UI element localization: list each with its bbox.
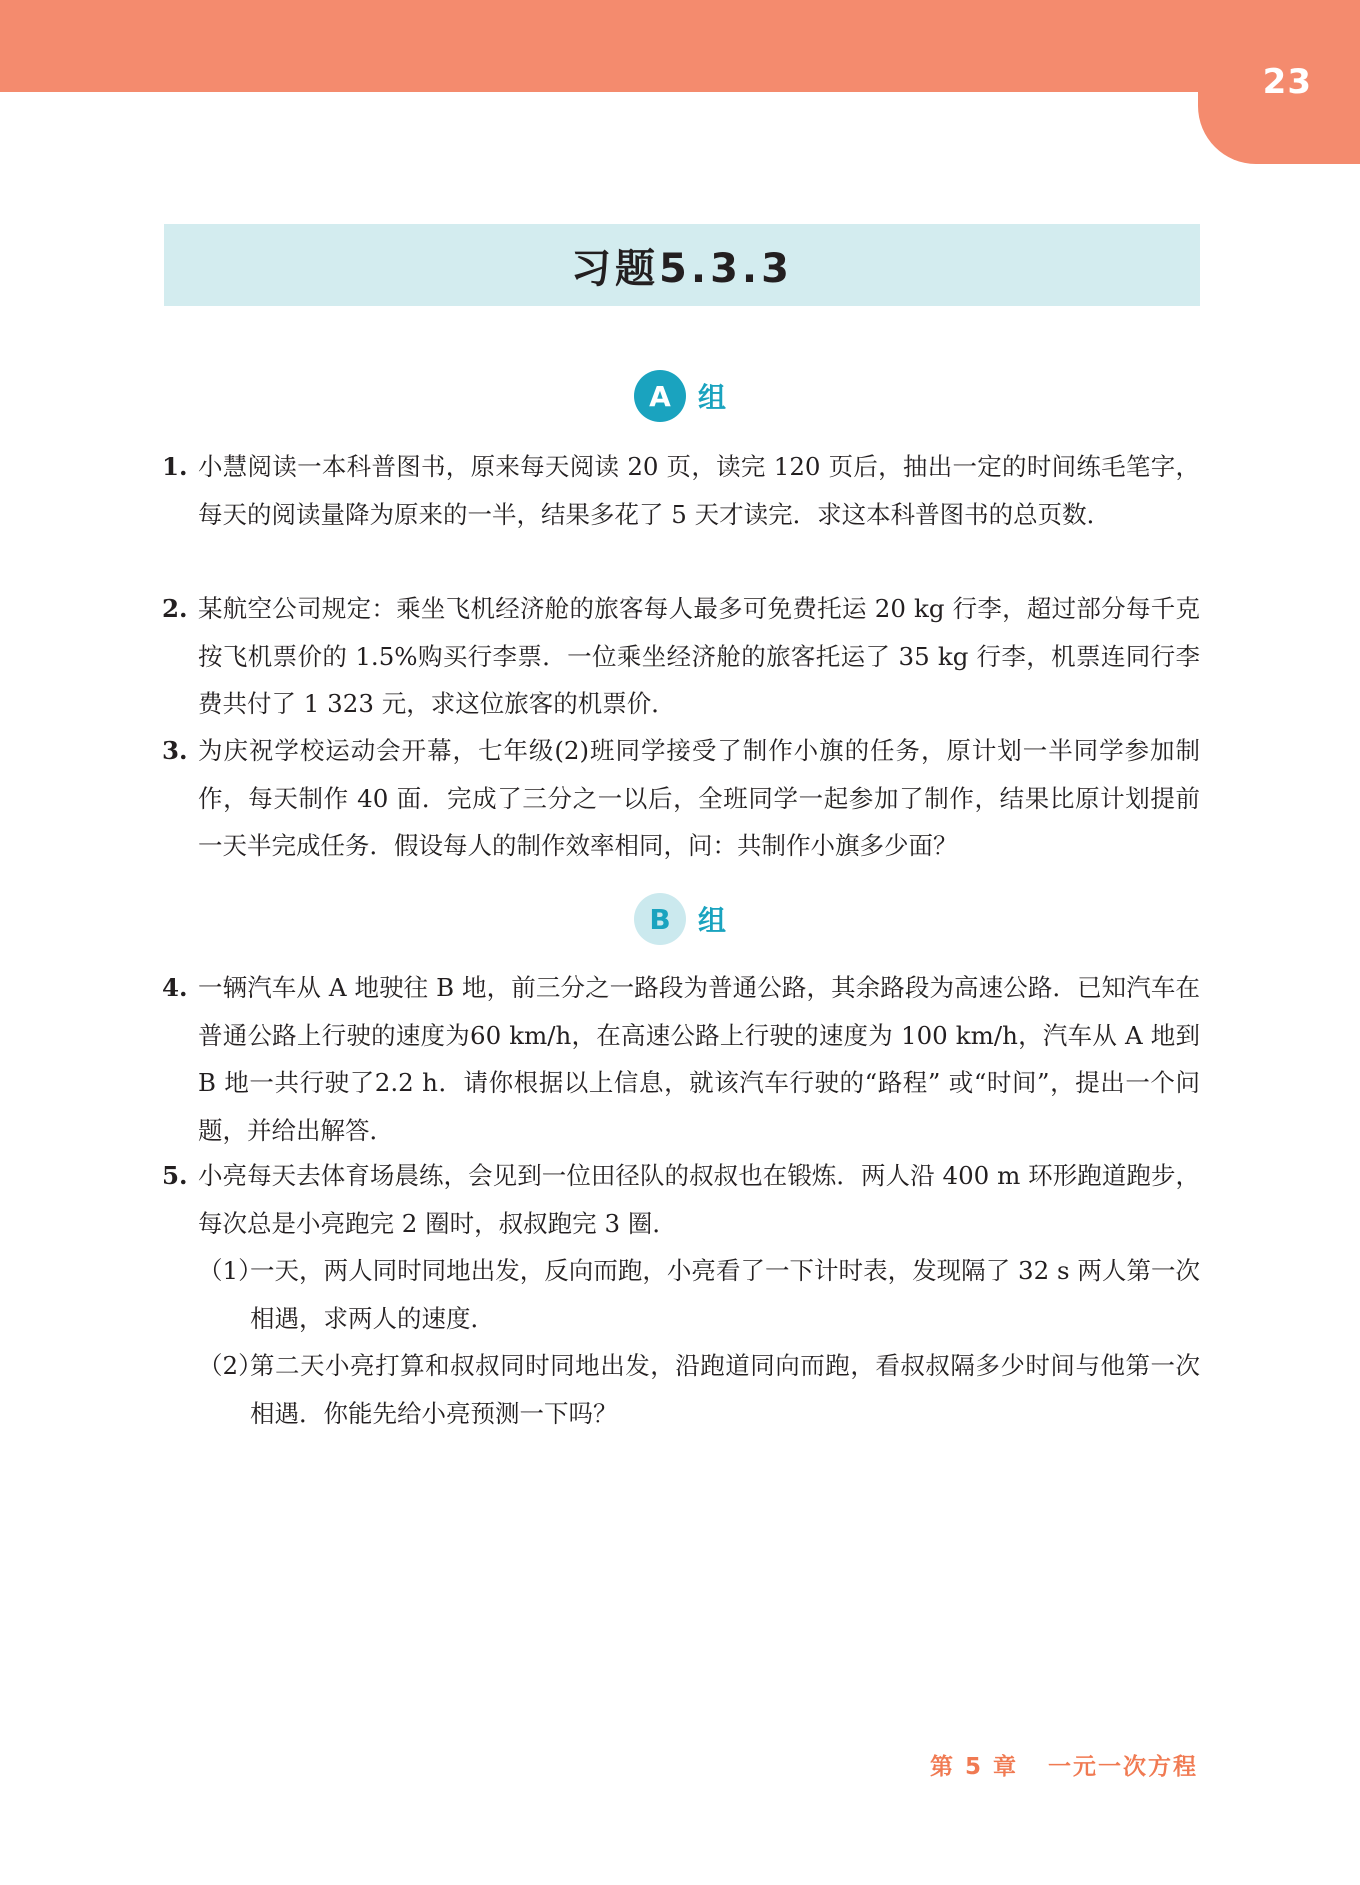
problem-number: 2. (162, 594, 188, 623)
group-a-label: 组 (697, 381, 726, 414)
sub-question-number: （1） (198, 1256, 263, 1285)
sub-question-text: 第二天小亮打算和叔叔同时同地出发，沿跑道同向而跑，看叔叔隔多少时间与他第一次相遇．你能先给小亮预测一下吗？ (250, 1351, 1200, 1428)
group-a-heading (0, 370, 1360, 422)
problem-4 (162, 964, 1200, 1154)
problem-2 (162, 585, 1200, 728)
group-a-badge: A (634, 370, 686, 422)
exercise-title-bar (164, 224, 1200, 306)
problem-1 (162, 443, 1200, 538)
sub-question-number: （2） (198, 1351, 263, 1380)
page-number: 23 (1262, 62, 1312, 102)
sub-question-text: 一天，两人同时同地出发，反向而跑，小亮看了一下计时表，发现隔了 32 s 两人第一次相遇，求两人的速度． (250, 1256, 1200, 1333)
problem-number: 4. (162, 973, 188, 1002)
group-b-heading (0, 893, 1360, 945)
problem-text: 小亮每天去体育场晨练，会见到一位田径队的叔叔也在锻炼．两人沿 400 m 环形跑道跑步，每次总是小亮跑完 2 圈时，叔叔跑完 3 圈． (198, 1161, 1200, 1238)
problem-text: 为庆祝学校运动会开幕，七年级(2)班同学接受了制作小旗的任务，原计划一半同学参加制作，每天制作 40 面．完成了三分之一以后，全班同学一起参加了制作，结果比原计划提前一天半完成任务．假设每人的制作效率相同，问：共制作小旗多少面？ (198, 736, 1200, 860)
problem-5 (162, 1152, 1200, 1247)
problem-text: 一辆汽车从 A 地驶往 B 地，前三分之一路段为普通公路，其余路段为高速公路．已知汽车在普通公路上行驶的速度为60 km/h，在高速公路上行驶的速度为 100 km/h，汽车从 A 地到 B 地一共行驶了2.2 h．请你根据以上信息，就该汽车行驶的“路程” 或“时间”，提出一个问题，并给出解答． (198, 973, 1200, 1145)
problem-5-part-1 (198, 1247, 1200, 1342)
problem-text: 某航空公司规定：乘坐飞机经济舱的旅客每人最多可免费托运 20 kg 行李，超过部分每千克按飞机票价的 1.5%购买行李票．一位乘坐经济舱的旅客托运了 35 kg 行李，机票连同行李费共付了 1 323 元，求这位旅客的机票价． (198, 594, 1200, 718)
problem-text: 小慧阅读一本科普图书，原来每天阅读 20 页，读完 120 页后，抽出一定的时间练毛笔字，每天的阅读量降为原来的一半，结果多花了 5 天才读完．求这本科普图书的总页数． (198, 452, 1200, 529)
group-b-badge: B (634, 893, 686, 945)
exercise-title: 习题5.3.3 (571, 245, 793, 292)
page-number-tab (1198, 0, 1360, 164)
problem-5-part-2 (198, 1342, 1200, 1437)
problem-number: 5. (162, 1161, 188, 1190)
problem-number: 3. (162, 736, 188, 765)
header-band (0, 0, 1360, 92)
chapter-footer: 第 5 章 一元一次方程 (929, 1754, 1198, 1780)
group-b-label: 组 (697, 904, 726, 937)
problem-3 (162, 727, 1200, 870)
problem-number: 1. (162, 452, 188, 481)
